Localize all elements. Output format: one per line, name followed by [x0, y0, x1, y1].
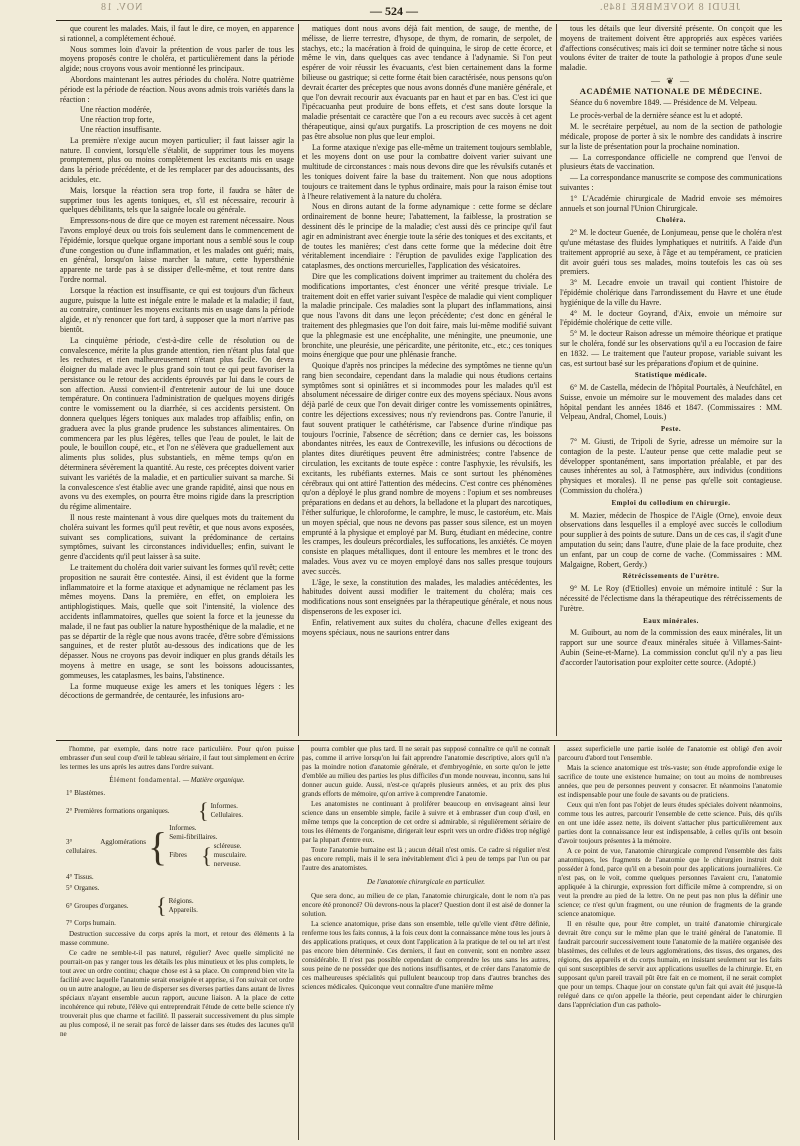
paragraph: Destruction successive du corps après la mort, et retour des éléments à la masse commune. [60, 930, 294, 947]
paragraph: Ceux qui n'en font pas l'objet de leurs études spéciales doivent néanmoins, comme tous les autres, parcourir l'ensemble de cette science. Puis, dès qu'ils en ont une idée assez nette, ils doivent s'attacher plus particulièrement aux parties dont la connaissance leur est indispensable, à celles qu'ils ont besoin d'avoir toujours présentes à la mémoire. [558, 801, 782, 845]
column-divider [298, 745, 299, 1140]
paragraph: Enfin, relativement aux suites du choléra, chacune d'elles exigeant des moyens spéciaux, nous ne saurions entrer dans [302, 617, 552, 637]
subsection-heading: Emploi du collodium en chirurgie. [611, 498, 731, 507]
column-3 [560, 24, 782, 736]
paragraph: Lorsque la réaction est insuffisante, ce qui est toujours d'un fâcheux augure, puisque la lutte est inégale entre le malade et la maladie; il faut, au contraire, continuer les moyens excitants mis en usage dans la période algide, et n'y renoncer que fort tard, à supposer que la mort n'arrive pas bientôt. [60, 285, 294, 334]
outline-item: 5° Organes. [66, 884, 100, 892]
brace-items [214, 842, 247, 869]
brace-items [169, 824, 246, 869]
page-number: — 524 — [370, 4, 418, 18]
paragraph: Il en résulte que, pour être complet, un traité d'anatomie chirurgicale devrait être conçu sur le même plan que le traité général de l'anatomie. Il faudrait parcourir successivement toute l'anatomie de la matière organisée des blastèmes, des cellules et de leurs agglomérations, des tissus, des organes, des régions, des appareils et du corps humain, en insistant seulement sur les faits qui sont susceptibles de servir aux applications usuelles de la chirurgie. Et, en supposant qu'un pareil travail pût être fait en ce moment, il ne serait complet que pour un temps. Chaque jour on constate qu'un fait qui avait été jusque-là relégué dans ce qu'on appelle la théorie, peut cependant aider le chirurgien dans l'appréciation d'un cas patholo- [558, 920, 782, 1009]
outline-heading-label: Élément fondamental. [109, 776, 182, 784]
brace-items [169, 897, 198, 915]
list-item: Une réaction modérée, [80, 105, 152, 115]
subsection-heading: Statistique médicale. [634, 371, 708, 380]
paragraph: Dire que les complications doivent imprimer au traitement du choléra des modifications importantes, c'est énoncer une vérité presque triviale. Le traitement doit en effet varier suivant l'espèce de maladie qui vient compliquer la maladie principale. Ces maladies sont la plupart des inflammations, ainsi que nous l'avons dit dans une leçon précédente; c'est donc en général le traitement des phlegmasies que l'on doit faire, mais lui-même modifié suivant que la phlegmasie est une encéphalite, une méningite, une pneumonie, une bronchite, une pleurésie, une péricardite, une péritonite, etc., etc.; ces toniques moins énergique que pour une phlénasie franche. [302, 271, 552, 360]
outline-item [66, 798, 294, 823]
paragraph: M. le secrétaire perpétuel, au nom de la section de pathologie médicale, propose de porter à six le nombre des candidats à inscrire sur la liste de présentation pour la prochaine nomination. [560, 122, 782, 151]
column-2 [302, 24, 552, 736]
outline-heading [60, 776, 294, 785]
subsection-heading: Eaux minérales. [643, 616, 699, 625]
paragraph: Nous en dirons autant de la forme adynamique : cette forme se déclare ordinairement de bonne heure; l'abattement, la faiblesse, la prostration se dessinent dès le principe de la maladie; c'est aussi dès ce principe qu'il faut agir en administrant avec énergie toute la série des toniques et des excitants, et de toutes les manières; c'est dans cette forme que la médecine doit être véritablement incendiaire : l'éruption de pavulides exige l'application des cataplasmes, des onctions mercurielles, l'application des vésicatoires. [302, 202, 552, 271]
brace-items [211, 802, 244, 820]
paragraph: Toute l'anatomie humaine est là ; aucun détail n'est omis. Ce cadre si régulier n'est pas encore rempli, mais il le sera inévitablement d'ici à peu de temps par l'un ou par l'autre des anatomistes. [302, 846, 550, 872]
column-divider [298, 24, 299, 736]
outline-item: 1° Blastèmes. [66, 789, 106, 797]
list-item: Une réaction insuffisante. [80, 124, 162, 134]
paragraph: l'homme, par exemple, dans notre race particulière. Pour qu'on puisse embrasser d'un seul coup d'œil le tableau sériaire, il faut tout simplement en écrire les termes les uns après les autres dans l'ordre suivant. [60, 745, 294, 771]
outline-item: 4° Tissus. [66, 873, 94, 881]
brace-item: scléreuse. [213, 842, 242, 850]
bottom-column-2 [302, 745, 550, 1140]
bleed-through-text-left: NOV. 18 [100, 2, 143, 13]
brace-item: Cellulaires. [210, 811, 244, 819]
brace-item: Informes. [210, 802, 238, 810]
brace-glyph: { [201, 842, 212, 868]
paragraph: Le traitement du choléra doit varier suivant les formes qu'il revêt; cette proposition ne saurait être contestée. Ainsi, il est évident que la forme inflammatoire et la forme ataxique et adynamique ne réclament pas les mêmes moyens. Dans la première, en effet, on emploiera les antiphlogistiques. Mais, quelle que soit l'intensité, la violence des accidents inflammatoires, quelles que soient la force et la jeunesse du malade, il ne faut pas oublier la nature hyposthénique de la maladie, et ne pas se départir de la règle que nous avons tracée, d'être sobre d'émissions sanguines, et de rester plutôt au-dessous des indications que de les dépasser. Nous ne croyons pas devoir indiquer en plus grands détails les moyens à mettre en usage, se sont les boissons adoucissantes, gommeuses, les cataplasmes, les bains, l'abstinence. [60, 563, 294, 680]
section-title: ACADÉMIE NATIONALE DE MÉDECINE. [579, 85, 763, 96]
subsection-heading: Rétrécissements de l'urètre. [622, 572, 720, 581]
paragraph: 7° M. Giusti, de Tripoli de Syrie, adresse un mémoire sur la contagion de la peste. L'auteur pense que cette maladie peut se développer spontanément, sans importation préalable, et par des causes inhérentes au sol, à l'atmosphère, aux individus (conditions physiques et morales). Il ne pense pas qu'elle soit contagieuse. (Commission du choléra.) [560, 437, 782, 496]
outline-heading-sub: — Matière organique. [182, 776, 245, 784]
paragraph: Ce cadre ne semble-t-il pas naturel, régulier? Avec quelle simplicité ne pourrait-on pas y ranger tous les détails les plus minutieux et les plus complets, le tout avec un ordre continu; chaque chose est à sa place. On comprend bien vite la facilité avec laquelle l'anatomie serait enseignée et apprise, si l'on suivait cet ordre ou un autre analogue, au lieu de disperser ses diverses parties dans autant de livres spéciaux n'ayant ensemble aucun rapport, aucune liaison. A la place de cette incohérence qui rebute, l'élève qui entreprendrait l'étude de cette belle science n'y trouverait plus que charme et facilité. Il passerait successivement du plus simple au plus composé, il ne serait pas forcé de laisser dans ses études des lacunes qu'il ne [60, 949, 294, 1038]
paragraph: Empressons-nous de dire que ce moyen est rarement nécessaire. Nous l'avons employé deux ou trois fois seulement dans le commencement de l'épidémie, lorsque quelque organe important nous a semblé sous le coup d'une congestion ou d'une inflammation, et les malades ont guéri; mais, en général, lorsqu'on laisse marcher la nature, cette hypersthénie apparente ne tarde pas à se dissiper d'elle-même, et tout rentre dans l'ordre normal. [60, 216, 294, 284]
bleed-through-text-right: JEUDI 8 NOVEMBRE 1849. [599, 2, 740, 13]
outline-item-label: 3° Agglomérations cellulaires. [66, 837, 146, 855]
paragraph: 1° L'Académie chirurgicale de Madrid envoie ses mémoires annuels et son journal l'Union Chirurgicale. [560, 193, 782, 213]
paragraph: Abordons maintenant les autres périodes du choléra. Notre quatrième période est la période de réaction. Nous avons admis trois variétés dans la réaction : [60, 74, 294, 104]
paragraph: 3° M. Lecadre envoie un travail qui contient l'histoire de l'épidémie cholérique dans l'arrondissement du Havre et une étude hygiénique de la ville du Havre. [560, 278, 782, 307]
paragraph: matiques dont nous avons déjà fait mention, de sauge, de menthe, de mélisse, de lierre terrestre, d'hysope, de thym, de romarin, de serpolet, de stachys, etc.; la macération à froid de quinquina, le sirop de cette écorce, et même le vin, dans quelques cas avec tendance à l'adynamie. Si l'on peut espérer de voir réussir les évacuants, c'est bien certainement dans la forme bilieuse ou gastrique; si cette forme était bien caractérisée, nous pensons qu'on devrait écarter des préceptes que nous avons donnés d'une manière générale, et que l'on devrait recourir aux évacuants par en haut et par en bas. C'est ici que l'ipécacuanha peut produire de bons effets, et c'est sans doute lorsque la maladie présentait ce caractère que l'on a eu recours avec succès à cet agent thérapeutique, ainsi qu'aux purgatifs. La proscription de ces moyens ne doit pas être absolue non plus que leur emploi. [302, 24, 552, 141]
paragraph: pourra combler que plus tard. Il ne serait pas supposé connaître ce qu'il ne connaît pas, comme il arrive lorsqu'on lui fait apprendre l'anatomie descriptive, alors qu'il n'a pas la moindre notion d'anatomie générale, et d'embryogénie, en sorte qu'on le jette d'emblée au milieu des parties les plus difficiles d'un monde nouveau, inconnu, sans lui donner aucun guide. Aussi, n'est-ce qu'après plusieurs années, et au prix des plus grands efforts de mémoire, qu'on arrive à comprendre l'anatomie. [302, 745, 550, 798]
outline-item [66, 824, 294, 869]
feuilleton-rule [56, 740, 782, 741]
paragraph: La forme muqueuse exige les amers et les toniques légers : les décoctions de germandrée, de centaurée, les infusions aro- [60, 681, 294, 701]
paragraph: — La correspondance officielle ne comprend que l'envoi de plusieurs états de vaccination. [560, 152, 782, 172]
column-1 [60, 24, 294, 736]
outline-item: 7° Corps humain. [66, 919, 116, 927]
paragraph: La première n'exige aucun moyen particulier; il faut laisser agir la nature. Il convient, lorsqu'elle s'établit, de supprimer tous les moyens promptement, plus ou moins complètement les excitants mis en usage dans la période précédente, et de les remplacer par des adoucissants, des acidules, etc. [60, 135, 294, 184]
paragraph: La cinquième période, c'est-à-dire celle de résolution ou de convalescence, mérite la plus grande attention, rien n'étant plus fatal que les rechutes, et rien malheureusement n'étant plus facile. On devra éloigner du malade avec le plus grand soin tout ce qui peut favoriser la persistance ou le retour des accidents éprouvés par lui dans le cours de son affection. Aussi convient-il d'entretenir autour de lui une douce température. On continuera l'administration de quelques moyens dirigés contre le vomissement ou la diarrhée, si ces accidents persistent. On donnera quelques légers toniques aux malades trop affaiblis; enfin, on graduera avec la plus grande prudence les substances alimentaires. On commencera par les plus légères, telles que l'eau de poulet, le lait de poule, le bouillon coupé, etc., et l'on ne s'élèvera que graduellement aux aliments plus solides, plus substantiels, en même temps qu'on en déterminera sévèrement la quantité. Au reste, ces préceptes doivent varier suivant les variétés de la maladie, et en particulier suivant sa marche. Si la convalescence s'est établie avec une grande rapidité, ainsi que nous en avons vu des exemples, on pourra être moins rigide dans la prescription du régime alimentaire. [60, 335, 294, 512]
subsection-heading: Peste. [660, 425, 682, 434]
paragraph: A ce point de vue, l'anatomie chirurgicale comprend l'ensemble des faits anatomiques, les fragments de l'anatomie que le chirurgien instruit doit posséder à fond, parce qu'il en a besoin pour des applications journalières. Ce n'est pas, on le voit, comme quelques personnes l'avaient cru, l'anatomie appliquée à la chirurgie, expression fort difficile même à comprendre, si on veut la prendre au pied de la lettre. On ne peut pas non plus la définir une science; ce n'est qu'un fragment, ou une réunion de fragments de la grande science anatomique. [558, 847, 782, 918]
brace-item: musculaire. [213, 851, 247, 859]
brace-item: Informes. [169, 824, 197, 832]
session-line: Séance du 6 novembre 1849. — Présidence de M. Velpeau. [570, 97, 757, 107]
paragraph: 4° M. le docteur Goyrand, d'Aix, envoie un mémoire sur l'épidémie cholérique de cette ville. [560, 308, 782, 328]
paragraph: Mais la science anatomique est très-vaste; son étude approfondie exige le sacrifice de toute une existence humaine; on tout au moins de nombreuses années, que peu de personnes peuvent y consacrer. Et néanmoins l'anatomie est indispensable pour une foule de savants ou de praticiens. [558, 764, 782, 799]
paragraph: La forme ataxique n'exige pas elle-même un traitement toujours semblable, et les moyens dont on use pour la combattre doivent varier suivant une multitude de circonstances : mais nous devons dire que les révulsifs cutanés et les toniques doivent faire la base du traitement. Non que nous adoptions toujours ce traitement dans le typhus ordinaire, mais pour la raison émise tout à l'heure relativement à la nature du choléra. [302, 142, 552, 201]
brace-subgroup [169, 842, 246, 869]
paragraph: L'âge, le sexe, la constitution des malades, les maladies antécédentes, les habitudes doivent aussi modifier le traitement du choléra; mais ces modifications nous sont enseignées par la thérapeutique générale, et nous nous dispenserons de les exposer ici. [302, 577, 552, 617]
ornament-divider: — ❦ — [650, 75, 692, 86]
paragraph: Il nous reste maintenant à vous dire quelques mots du traitement du choléra suivant les formes qu'il peut revêtir, et que nous avons exposées, suivant ses complications, suivant la prédominance de certains symptômes, suivant les circonstances individuelles; enfin, suivant le genre d'accidents qu'il peut laisser à sa suite. [60, 513, 294, 562]
subsection-heading: Choléra. [656, 216, 686, 225]
paragraph: La science anatomique, prise dans son ensemble, telle qu'elle vient d'être définie, renferme tous les faits connus, à la fois ceux dont la connaissance mène tous les jours à des applications pratiques, et ceux dont l'application à la pratique de tel ou tel art n'est pas encore bien déterminée. Ces derniers, il faut en convenir, sont en nombre assez considérable. Il n'est pas possible cependant de comprendre les uns sans les autres, sous peine de ne posséder que des notions insuffisantes, et de créer dans l'anatomie de ces malheureuses spécialités qui pullulent beaucoup trop dans d'autres branches des sciences médicales. Quiconque veut connaître d'une manière même [302, 920, 550, 991]
page-header [10, 0, 790, 16]
paragraph: tous les détails que leur diversité présente. On conçoit que les moyens de traitement doivent être appropriés aux espèces variées d'affections consécutives; mais ici doit se terminer notre tâche si nous voulons éviter de traiter de toute la pathologie à propos d'une seule maladie. [560, 24, 782, 73]
outline-item-label: 2° Premières formations organiques. [66, 806, 170, 815]
bottom-column-1 [60, 745, 294, 1140]
brace-glyph: { [156, 893, 167, 918]
brace-glyph: { [148, 823, 168, 869]
subsection-heading: De l'anatomie chirurgicale en particulier. [366, 878, 486, 886]
paragraph: M. Mazier, médecin de l'hospice de l'Aigle (Orne), envoie deux observations dans lesquelles il a employé avec succès le collodium pour supplier à des points de suture. Dans un de ces cas, il s'agit d'une amputation du sein; dans l'autre, d'une plaie de la face produite, chez un enfant, par un coup de corne de vache. (Commissaires : MM. Malgaigne, Robert, Gerdy.) [560, 510, 782, 569]
paragraph: Le procès-verbal de la dernière séance est lu et adopté. [570, 111, 743, 121]
brace-glyph: { [198, 798, 209, 823]
classification-outline [66, 789, 294, 928]
brace-item: Semi-fibrillaires. [169, 833, 218, 841]
bottom-column-3 [558, 745, 782, 1140]
paragraph: 6° M. de Castella, médecin de l'hôpital Pourtalès, à Neufchâtel, en Suisse, envoie un mémoire sur le mouvement des malades dans cet hôpital pendant les années 1846 et 1847. (Commissaires : MM. Velpeau, Andral, Chomel, Louis.) [560, 383, 782, 422]
paragraph: que courent les malades. Mais, il faut le dire, ce moyen, en apparence si rationnel, a complétement échoué. [60, 24, 294, 43]
brace-item: Régions. [168, 897, 194, 905]
column-divider [554, 745, 555, 1140]
paragraph: Que sera donc, au milieu de ce plan, l'anatomie chirurgicale, dont le nom n'a pas encore été prononcé? Où devrons-nous la placer? Question dont il est aisé de donner la solution. [302, 892, 550, 918]
paragraph: 2° M. le docteur Guenée, de Lonjumeau, pense que le choléra n'est qu'une métastase des fluides lymphatiques et nutritifs. A l'aide d'un traitement approprié au sexe, à l'âge et au tempérament, ce praticien dit avoir guéri tous ses malades, moins toutefois les cas où ses premiers. [560, 228, 782, 277]
brace-item: Appareils. [168, 906, 198, 914]
paragraph: M. Guibourt, au nom de la commission des eaux minérales, lit un rapport sur une source d'eaux minérales située à Villames-Saint-Aubin (Seine-et-Marne). La commission conclut qu'il n'y a pas lieu d'accorder l'autorisation pour exploiter cette source. (Adopté.) [560, 628, 782, 667]
column-divider [556, 24, 557, 736]
paragraph: Mais, lorsque la réaction sera trop forte, il faudra se hâter de supprimer tous les agents toniques, et, s'il est nécessaire, recourir à quelques débilitants, tels que la saignée locale ou générale. [60, 185, 294, 215]
paragraph: Quoique d'après nos principes la médecine des symptômes ne tienne qu'un rang bien secondaire, cependant dans la maladie qui nous étudions certains symptômes sont si opiniâtres et si incommodes pour les malades qu'il est absolument nécessaire de diriger contre eux des moyens spéciaux. Nous avons déjà parlé de ceux que l'on devait diriger contre les vomissements opiniâtres, contre les déjections excessives; nous n'y reviendrons pas. Contre l'anurie, il faut souvent pratiquer le cathétérisme, car l'absence d'urine n'indique pas toujours l'ocrinie, l'absence de sécrétion; dans ce dernier cas, les boissons abondantes nitrées, les eaux de Contrexeville, les infusions ou décoctions de plantes dites diurétiques peuvent être administrées; contre l'absence de circulation, les excitants de toute espèce : contre l'asphyxie, les révulsifs, les excitants, les rubéfiants externes. Mais ce sont surtout les phénomènes cérébraux qui ont attiré l'attention des médecins. C'est contre ces phénomènes qu'on a déployé le plus grand nombre de moyens : l'opium et ses nombreuses préparations en dedans et au dehors, la belladone et la plupart des narcotiques, l'éther sulfurique, le chloroforme, le camphre, le musc, le castoréum, etc. Mais un moyen spécial, que nous ne devons pas passer sous silence, est un moyen emprunté à la physique et employé par M. Burq, étudiant en médecine, contre les crampes, les douleurs précordiales, les suffocations, les anxiétés. Ce moyen consiste en plaques métalliques, dont il entoure les membres et le tronc des malades. Vous avez vu ce moyen employé dans nos salles presque toujours avec succès. [302, 361, 552, 576]
paragraph: Nous sommes loin d'avoir la prétention de vous parler de tous les moyens proposés contre le choléra, et particulièrement dans la période algide; nous croyons vous avoir mentionné les principaux. [60, 44, 294, 74]
paragraph: — La correspondance manuscrite se compose des communications suivantes : [560, 173, 782, 192]
paragraph: assez superficielle une partie isolée de l'anatomie est obligé d'en avoir parcouru d'abord tout l'ensemble. [558, 745, 782, 762]
outline-item [66, 893, 294, 918]
list-item: Une réaction trop forte, [80, 115, 155, 125]
paragraph: 9° M. Le Roy (d'Etiolles) envoie un mémoire intitulé : Sur la nécessité de l'éclectisme dans la thérapeutique des rétrécissements de l'urètre. [560, 584, 782, 613]
top-rule [56, 20, 782, 21]
outline-item-label: 6° Groupes d'organes. [66, 901, 129, 910]
paragraph: Les anatomistes ne continuant à proliférer beaucoup en envisageant ainsi leur science dans un ensemble simple, facile à suivre et à embrasser d'un coup d'œil, en même temps que la conception de cet ordre si admirable, si régulièrement sériaire de tous les éléments de l'organisme, dirigerait leur esprit vers un ordre d'idées trop négligé par la plupart d'entre eux. [302, 800, 550, 844]
reaction-list [80, 105, 294, 134]
brace-item: nerveuse. [213, 860, 241, 868]
brace-item: Fibres [169, 851, 187, 859]
paragraph: 5° M. le docteur Raison adresse un mémoire théorique et pratique sur le choléra, fondé sur les observations qu'il a eu l'occasion de faire en 1832. — Le traitement que l'auteur propose, variable suivant les cas, est surtout basé sur les préparations d'opium et de quinine. [560, 329, 782, 368]
